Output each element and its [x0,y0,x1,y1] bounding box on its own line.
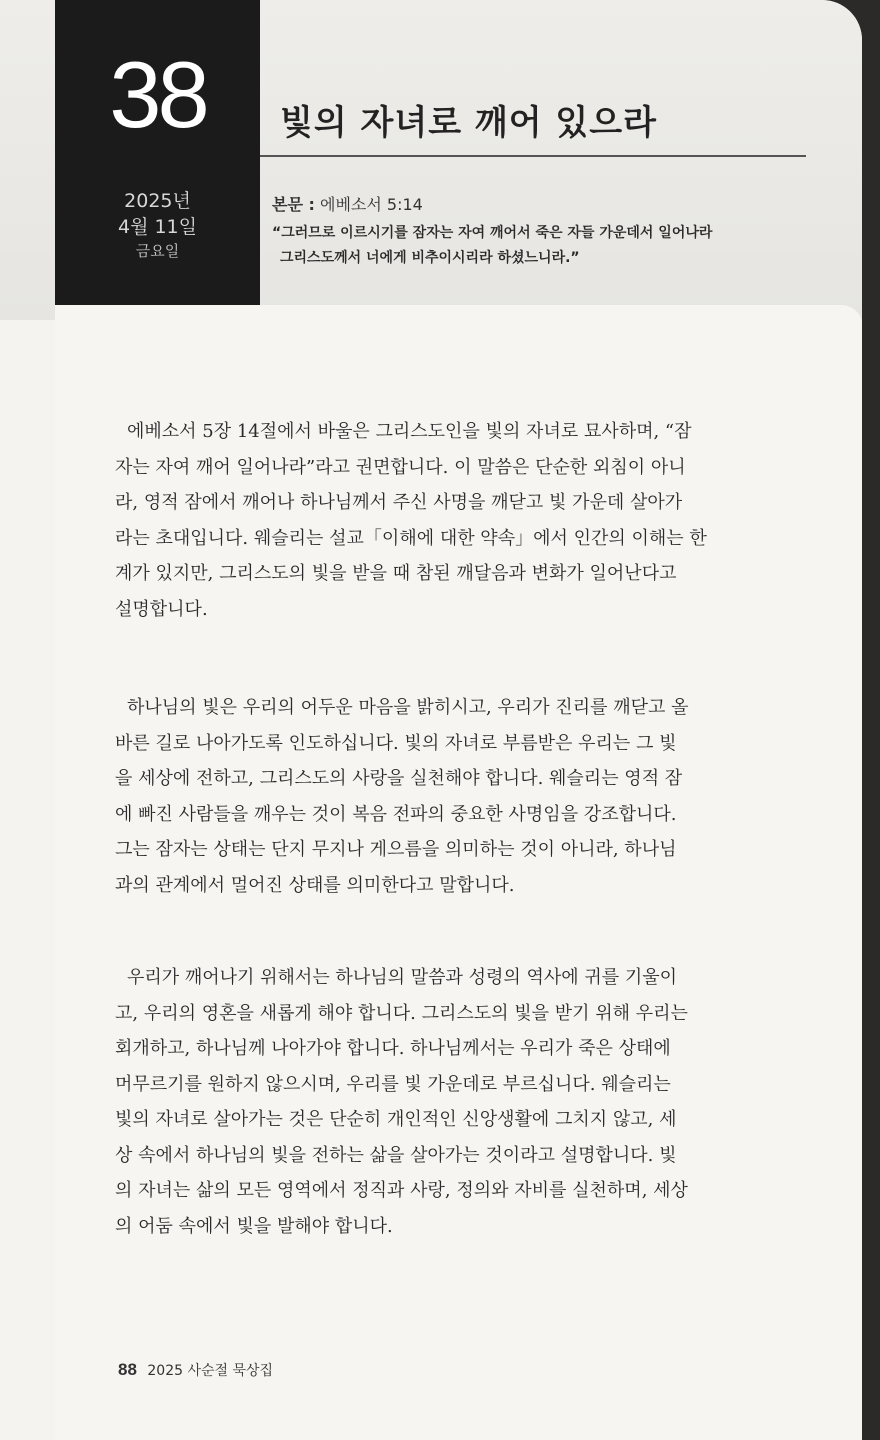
date-weekday: 금요일 [135,242,180,260]
body-line: 빛의 자녀로 살아가는 것은 단순히 개인적인 신앙생활에 그치지 않고, 세 [115,1109,677,1130]
scripture-quote-line: “그러므로 이르시기를 잠자는 자여 깨어서 죽은 자들 가운데서 일어나라 [272,225,713,241]
body-line: 을 세상에 전하고, 그리스도의 사랑을 실천해야 합니다. 웨슬리는 영적 잠 [115,768,683,789]
title-divider [260,155,806,157]
date-month-day: 4월 11일 [117,216,197,238]
scripture-reference-text: 에베소서 5:14 [319,195,423,214]
body-line: 상 속에서 하나님의 빛을 전하는 삶을 살아가는 것이라고 설명합니다. 빛 [115,1144,677,1166]
body-line: 계가 있지만, 그리스도의 빛을 받을 때 참된 깨달음과 변화가 일어난다고 [115,563,677,584]
body-paragraph-3 [115,960,815,1244]
body-line: 고, 우리의 영혼을 새롭게 해야 합니다. 그리스도의 빛을 받기 위해 우리는 [115,1002,688,1024]
body-line: 우리가 깨어나기 위해서는 하나님의 말씀과 성령의 역사에 귀를 기울이 [127,967,678,988]
body-line: 라, 영적 잠에서 깨어나 하나님께서 주신 사명을 깨닫고 빛 가운데 살아가 [115,492,683,513]
body-line: 의 자녀는 삶의 모든 영역에서 정직과 사랑, 정의와 자비를 실천하며, 세상 [115,1180,688,1201]
scripture-quote [272,221,832,271]
page-number: 88 [118,1360,137,1379]
day-number: 38 [109,42,206,147]
book-title: 2025 사순절 묵상집 [147,1363,274,1379]
body-line: 하나님의 빛은 우리의 어두운 마음을 밝히시고, 우리가 진리를 깨닫고 올 [127,697,689,718]
body-line: 에 빠진 사람들을 깨우는 것이 복음 전파의 중요한 사명임을 강조합니다. [115,803,677,825]
body-line: 과의 관계에서 멀어진 상태를 의미한다고 말합니다. [115,874,515,896]
body-line: 바른 길로 나아가도록 인도하십니다. 빛의 자녀로 부름받은 우리는 그 빛 [115,732,677,754]
body-paragraph-2 [115,690,815,903]
page-title: 빛의 자녀로 깨어 있으라 [280,103,657,143]
body-line: 설명합니다. [115,598,208,620]
scripture-reference [272,192,423,215]
body-paragraph-1 [115,414,815,627]
page-footer [118,1360,273,1380]
body-line: 자는 자여 깨어 일어나라”라고 권면합니다. 이 말씀은 단순한 외침이 아니 [115,456,686,478]
date-year: 2025년 [124,190,191,212]
body-line: 에베소서 5장 14절에서 바울은 그리스도인을 빛의 자녀로 묘사하며, “잠 [127,421,692,442]
day-block [55,0,260,310]
body-line: 의 어둠 속에서 빛을 발해야 합니다. [115,1215,393,1237]
body-line: 회개하고, 하나님께 나아가야 합니다. 하나님께서는 우리가 죽은 상태에 [115,1038,671,1059]
body-line: 그는 잠자는 상태는 단지 무지나 게으름을 의미하는 것이 아니라, 하나님 [115,839,677,860]
body-line: 라는 초대입니다. 웨슬리는 설교「이해에 대한 약속」에서 인간의 이해는 한 [115,527,707,549]
scripture-quote-line: 그리스도께서 너에게 비추이시리라 하셨느니라.” [280,250,580,266]
scripture-label: 본문 : [272,195,315,214]
body-line: 머무르기를 원하지 않으시며, 우리를 빛 가운데로 부르십니다. 웨슬리는 [115,1073,671,1095]
